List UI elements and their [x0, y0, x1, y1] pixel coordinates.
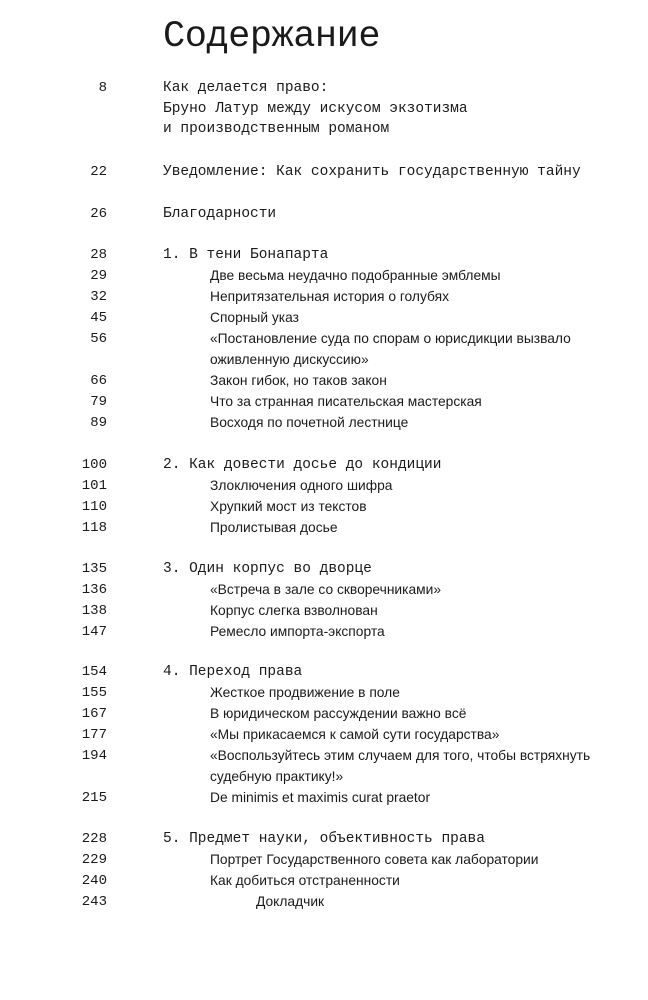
chapter-page-number: 135	[81, 561, 107, 577]
section-page-number: 215	[81, 790, 107, 806]
front-entry-line: Благодарности	[163, 206, 277, 222]
front-entry-line: Как делается право:	[163, 80, 329, 96]
subsection-page-number: 243	[81, 894, 107, 910]
chapter-title: 4. Переход права	[163, 664, 303, 680]
section-title: «Встреча в зале со скворечниками»	[210, 582, 442, 597]
section-title: Злоключения одного шифра	[210, 478, 393, 493]
chapter-page-number: 228	[81, 831, 107, 847]
section-page-number: 229	[81, 852, 107, 868]
section-page-number: 29	[90, 268, 107, 284]
front-page-number: 8	[98, 80, 107, 96]
section-page-number: 66	[90, 373, 107, 389]
section-title: Пролистывая досье	[210, 520, 338, 535]
section-title: De minimis et maximis curat praetor	[210, 790, 431, 805]
front-entry-line: и производственным романом	[163, 121, 390, 137]
section-title: Закон гибок, но таков закон	[210, 373, 387, 388]
section-title: Непритязательная история о голубях	[210, 289, 449, 304]
section-page-number: 155	[81, 685, 107, 701]
section-page-number: 45	[90, 310, 107, 326]
section-page-number: 118	[81, 520, 107, 536]
section-page-number: 32	[90, 289, 107, 305]
chapter-page-number: 28	[90, 247, 107, 263]
chapter-title: 3. Один корпус во дворце	[163, 561, 372, 577]
section-title: Как добиться отстраненности	[210, 873, 400, 888]
section-title: «Воспользуйтесь этим случаем для того, чтобы встряхнуть	[210, 748, 591, 763]
section-title: Жесткое продвижение в поле	[210, 685, 400, 700]
front-entry-line: Бруно Латур между искусом экзотизма	[163, 100, 468, 117]
front-page-number: 22	[90, 164, 107, 180]
section-page-number: 136	[81, 582, 107, 598]
section-page-number: 56	[90, 331, 107, 347]
chapter-title: 5. Предмет науки, объективность права	[163, 831, 485, 847]
section-title-continued: оживленную дискуссию»	[210, 352, 369, 367]
section-page-number: 89	[90, 415, 107, 431]
chapter-title: 1. В тени Бонапарта	[163, 247, 329, 263]
section-page-number: 79	[90, 394, 107, 410]
section-page-number: 101	[81, 478, 107, 494]
section-page-number: 147	[81, 624, 107, 640]
chapter-page-number: 154	[81, 664, 107, 680]
section-title: Ремесло импорта-экспорта	[210, 624, 385, 639]
section-page-number: 177	[81, 727, 107, 743]
section-title-continued: судебную практику!»	[210, 769, 344, 784]
chapter-title: 2. Как довести досье до кондиции	[163, 457, 442, 473]
front-entry-line: Уведомление: Как сохранить государственную тайну	[163, 164, 581, 180]
section-page-number: 138	[81, 603, 107, 619]
section-title: Спорный указ	[210, 310, 299, 325]
section-page-number: 194	[81, 748, 107, 764]
section-page-number: 110	[81, 499, 107, 515]
subsection-title: Докладчик	[256, 894, 325, 909]
section-title: Корпус слегка взволнован	[210, 603, 378, 618]
section-title: Портрет Государственного совета как лаборатории	[210, 852, 539, 867]
front-page-number: 26	[90, 206, 107, 222]
section-title: Восходя по почетной лестнице	[210, 415, 409, 430]
section-page-number: 240	[81, 873, 107, 889]
section-title: В юридическом рассуждении важно всё	[210, 706, 467, 721]
section-title: «Постановление суда по спорам о юрисдикции вызвало	[210, 331, 571, 346]
page-title: Содержание	[163, 16, 381, 58]
chapter-page-number: 100	[81, 457, 107, 473]
section-title: Две весьма неудачно подобранные эмблемы	[210, 268, 501, 283]
section-title: «Мы прикасаемся к самой сути государства»	[210, 727, 500, 742]
section-page-number: 167	[81, 706, 107, 722]
section-title: Хрупкий мост из текстов	[210, 499, 367, 514]
section-title: Что за странная писательская мастерская	[210, 394, 482, 409]
